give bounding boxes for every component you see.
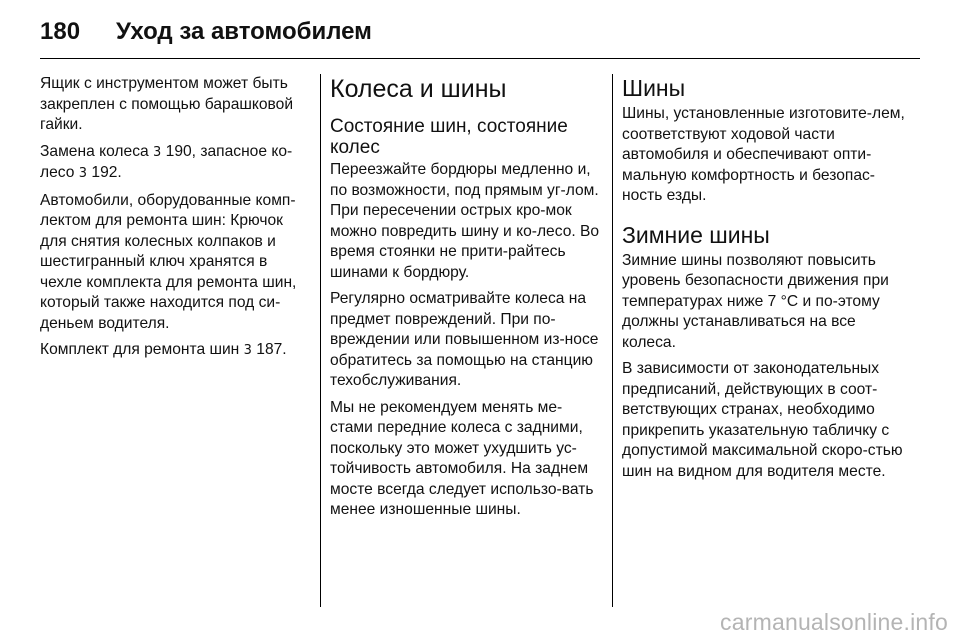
page-reference-arrow-icon: 3 [78, 166, 88, 181]
header-rule [40, 58, 920, 59]
page-number: 180 [40, 18, 81, 45]
curb-paragraph: Переезжайте бордюры медленно и, по возможности, под прямым уг-лом. При пересечении острых кро-мок можно повредить шину и ко-лесо. Во время стоянки не прити-райтесь шинами к бордюру. [330, 161, 600, 281]
page-reference-arrow-icon: 3 [153, 144, 162, 160]
column-2 [330, 74, 602, 527]
winter-tires-paragraph: Зимние шины позволяют повысить уровень безопасности движения при температурах ниже 7 °C и по-этому должны устанавливаться на все колеса. [622, 251, 889, 351]
winter-tires-heading: Зимние шины [622, 221, 770, 248]
column-divider [320, 74, 321, 607]
column-3 [622, 74, 906, 488]
repair-kit-label: Комплект для ремонта шин [40, 341, 240, 358]
page-header [40, 12, 920, 52]
speed-label-paragraph: В зависимости от законодательных предписаний, действующих в соот-ветствующих странах, необходимо прикрепить указательную табличку с допустимой максимальной скоро-стью шин на видном для водителя месте. [622, 360, 903, 480]
toolbox-paragraph: Ящик с инструментом может быть закреплен с помощью барашковой гайки. [40, 75, 294, 133]
page-ref-192[interactable]: 192 [91, 164, 118, 181]
watermark-text: carmanualsonline.info [720, 609, 948, 635]
wheel-change-label: Замена колеса [40, 142, 149, 160]
section-title: Уход за автомобилем [116, 18, 372, 45]
page-ref-187[interactable]: 187 [256, 341, 283, 358]
spare-wheel-label: , запасное ко-лесо [40, 142, 293, 181]
tires-paragraph: Шины, установленные изготовите-лем, соответствуют ходовой части автомобиля и обеспечивают опти-мальную комфортность и безопас-ность езды. [622, 105, 905, 204]
rotation-paragraph: Мы не рекомендуем менять ме-стами передние колеса с задними, поскольку это может ухудшить ус-тойчивость автомобиля. На заднем мосте всегда следует использо-вать менее изношенные шины. [330, 398, 594, 518]
page-reference-arrow-icon: 3 [243, 343, 252, 358]
tires-heading: Шины [622, 75, 686, 101]
tire-repair-kit-paragraph: Автомобили, оборудованные комп-лектом для ремонта шин: Крючок для снятия колесных колпаков и шестигранный ключ хранятся в чехле комплекта для ремонта шин, который также находится под си-деньем водителя. [40, 191, 297, 332]
wheel-change-paragraph: Замена колеса 3 190, запасное ко-лесо 3 192. [40, 142, 293, 181]
wheels-tires-heading: Колеса и шины [330, 75, 507, 103]
page-ref-190[interactable]: 190 [165, 142, 192, 160]
column-1 [40, 74, 310, 368]
tire-condition-subheading: Состояние шин, состояние колес [330, 116, 568, 158]
column-divider [612, 74, 613, 607]
inspection-paragraph: Регулярно осматривайте колеса на предмет повреждений. При по-вреждении или повышенном из-носе обратитесь за помощью на станцию техобслуживания. [330, 290, 599, 389]
repair-kit-reference: Комплект для ремонта шин 3 187. [40, 341, 287, 358]
